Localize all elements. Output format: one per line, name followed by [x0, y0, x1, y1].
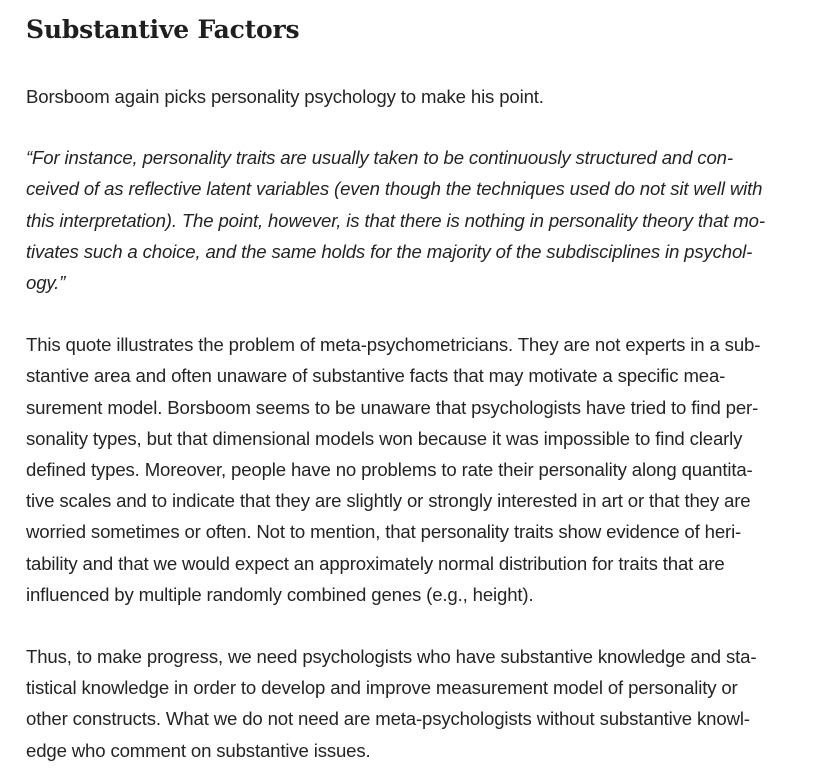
conclusion-paragraph: Thus, to make progress, we need psychologists who have substantive knowledge and sta- tistical knowledge in order to develop and improve measurement model of personality or other constructs. What we do not need are meta-psychologists without substantive knowl- edge who comment on substantive issues.	[26, 646, 757, 761]
intro-paragraph: Borsboom again picks personality psychology to make his point.	[26, 86, 544, 107]
commentary-paragraph: This quote illustrates the problem of meta-psychometricians. They are not experts in a sub- stantive area and often unaware of substantive facts that may motivate a specific mea- surement model. Borsboom seems to be unaware that psychologists have tried to find per- sonality types, but that dimensional models won because it was impossible to find clearly defined types. Moreover, people have no problems to rate their personality along quantita- tive scales and to indicate that they are slightly or strongly interested in art or that they are worried sometimes or often. Not to mention, that personality traits show evidence of heri- tability and that we would expect an approximately normal distribution for traits that are influenced by multiple randomly combined genes (e.g., height).	[26, 334, 761, 605]
section-heading: Substantive Factors	[26, 15, 300, 44]
quote-paragraph: “For instance, personality traits are usually taken to be continuously structured and con- ceived of as reflective latent variables (even though the techniques used do not sit well with this interpretation). The point, however, is that there is nothing in personality theory that mo- tivates such a choice, and the same holds for the majority of the subdisciplines in psychol- ogy.”	[26, 147, 765, 294]
